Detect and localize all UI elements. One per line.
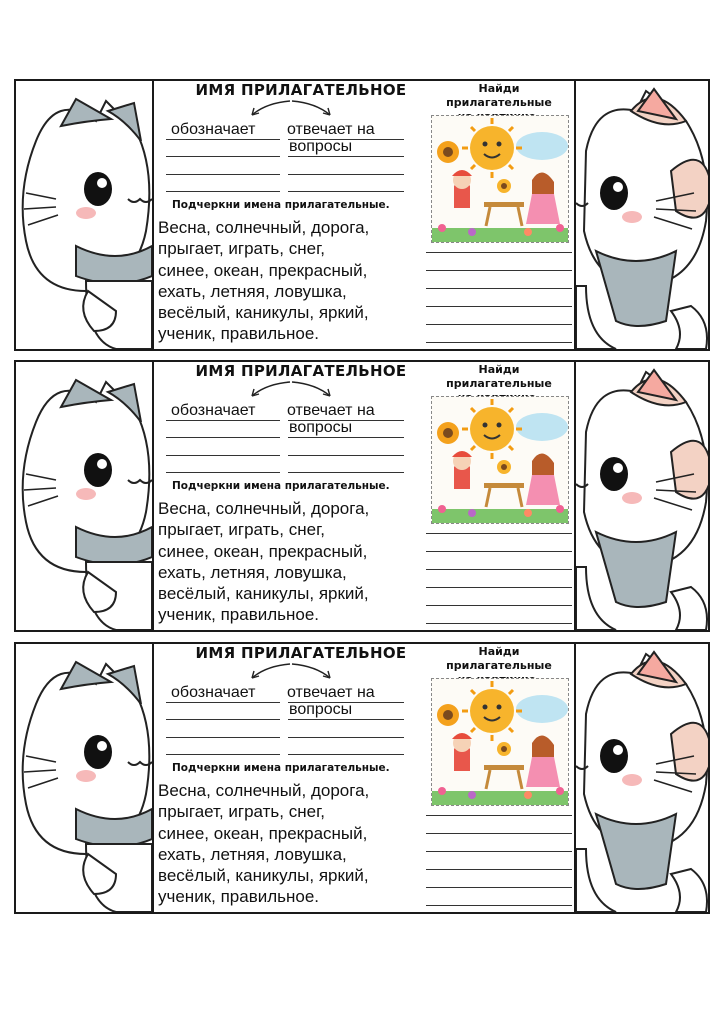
word-line: прыгает, играть, снег, xyxy=(158,520,325,540)
word-line: весёлый, каникулы, яркий, xyxy=(158,303,369,323)
card-title: ИМЯ ПРИЛАГАТЕЛЬНОЕ xyxy=(195,644,407,662)
word-line: ехать, летняя, ловушка, xyxy=(158,562,347,582)
answer-line[interactable] xyxy=(288,702,404,703)
answer-line[interactable] xyxy=(166,472,280,473)
answer-line[interactable] xyxy=(166,156,280,157)
word-line: весёлый, каникулы, яркий, xyxy=(158,584,369,604)
cat-illustration-left xyxy=(16,81,154,349)
worksheet-card-3 xyxy=(14,642,710,914)
column-label-questions-2: вопросы xyxy=(289,419,353,436)
answer-line[interactable] xyxy=(166,719,280,720)
answer-line[interactable] xyxy=(166,455,280,456)
answer-line[interactable] xyxy=(166,191,280,192)
instruction-text: Подчеркни имена прилагательные. xyxy=(172,762,390,774)
answer-line[interactable] xyxy=(288,754,404,755)
answer-line[interactable] xyxy=(288,139,404,140)
cat-illustration-left xyxy=(16,644,154,912)
answer-line[interactable] xyxy=(166,754,280,755)
word-line: прыгает, играть, снег, xyxy=(158,239,325,259)
answer-line[interactable] xyxy=(426,569,572,570)
answer-line[interactable] xyxy=(426,252,572,253)
column-label-meaning: обозначает xyxy=(171,121,256,138)
answer-line[interactable] xyxy=(426,815,572,816)
answer-line[interactable] xyxy=(288,719,404,720)
word-list xyxy=(158,217,426,345)
word-line: Весна, солнечный, дорога, xyxy=(158,218,370,237)
answer-line[interactable] xyxy=(288,174,404,175)
column-label-questions: отвечает на xyxy=(287,121,375,138)
word-list xyxy=(158,498,426,626)
word-line: синее, океан, прекрасный, xyxy=(158,823,368,843)
answer-line[interactable] xyxy=(288,455,404,456)
find-heading-line-1: Найди прилагательные xyxy=(446,82,552,109)
word-line: Весна, солнечный, дорога, xyxy=(158,781,370,800)
answer-line[interactable] xyxy=(426,306,572,307)
answer-line[interactable] xyxy=(426,623,572,624)
column-label-questions: отвечает на xyxy=(287,684,375,701)
word-line: ехать, летняя, ловушка, xyxy=(158,281,347,301)
answer-line[interactable] xyxy=(166,139,280,140)
word-line: весёлый, каникулы, яркий, xyxy=(158,866,369,886)
find-heading-line-1: Найди прилагательные xyxy=(446,363,552,390)
answer-line[interactable] xyxy=(426,605,572,606)
worksheet-card-2 xyxy=(14,360,710,632)
word-line: ехать, летняя, ловушка, xyxy=(158,844,347,864)
word-list xyxy=(158,780,426,908)
answer-line[interactable] xyxy=(426,587,572,588)
answer-line[interactable] xyxy=(288,156,404,157)
answer-line[interactable] xyxy=(288,472,404,473)
summer-garden-picture xyxy=(431,115,569,243)
answer-line[interactable] xyxy=(166,420,280,421)
answer-line[interactable] xyxy=(426,869,572,870)
word-line: ученик, правильное. xyxy=(158,887,320,907)
answer-line[interactable] xyxy=(426,533,572,534)
answer-line[interactable] xyxy=(288,420,404,421)
arrows-icon xyxy=(246,99,336,121)
word-line: Весна, солнечный, дорога, xyxy=(158,499,370,518)
summer-garden-picture xyxy=(431,396,569,524)
answer-line[interactable] xyxy=(426,833,572,834)
word-line: ученик, правильное. xyxy=(158,324,320,344)
answer-line[interactable] xyxy=(426,905,572,906)
answer-line[interactable] xyxy=(288,437,404,438)
column-label-meaning: обозначает xyxy=(171,684,256,701)
arrows-icon xyxy=(246,662,336,684)
answer-line[interactable] xyxy=(426,551,572,552)
cat-illustration-right xyxy=(574,362,710,630)
answer-line[interactable] xyxy=(166,702,280,703)
column-label-meaning: обозначает xyxy=(171,402,256,419)
column-label-questions: отвечает на xyxy=(287,402,375,419)
cat-illustration-right xyxy=(574,81,710,349)
card-title: ИМЯ ПРИЛАГАТЕЛЬНОЕ xyxy=(195,81,407,99)
cat-illustration-right xyxy=(574,644,710,912)
answer-line[interactable] xyxy=(426,851,572,852)
cat-illustration-left xyxy=(16,362,154,630)
answer-line[interactable] xyxy=(426,288,572,289)
instruction-text: Подчеркни имена прилагательные. xyxy=(172,480,390,492)
column-label-questions-2: вопросы xyxy=(289,138,353,155)
answer-line[interactable] xyxy=(426,887,572,888)
arrows-icon xyxy=(246,380,336,402)
word-line: синее, океан, прекрасный, xyxy=(158,541,368,561)
word-line: синее, океан, прекрасный, xyxy=(158,260,368,280)
answer-line[interactable] xyxy=(426,342,572,343)
find-heading-line-1: Найди прилагательные xyxy=(446,645,552,672)
instruction-text: Подчеркни имена прилагательные. xyxy=(172,199,390,211)
column-label-questions-2: вопросы xyxy=(289,701,353,718)
card-title: ИМЯ ПРИЛАГАТЕЛЬНОЕ xyxy=(195,362,407,380)
answer-line[interactable] xyxy=(288,737,404,738)
answer-line[interactable] xyxy=(166,437,280,438)
answer-line[interactable] xyxy=(166,174,280,175)
answer-line[interactable] xyxy=(288,191,404,192)
summer-garden-picture xyxy=(431,678,569,806)
answer-line[interactable] xyxy=(426,324,572,325)
answer-line[interactable] xyxy=(426,270,572,271)
word-line: прыгает, играть, снег, xyxy=(158,802,325,822)
answer-line[interactable] xyxy=(166,737,280,738)
worksheet-card-1 xyxy=(14,79,710,351)
word-line: ученик, правильное. xyxy=(158,605,320,625)
